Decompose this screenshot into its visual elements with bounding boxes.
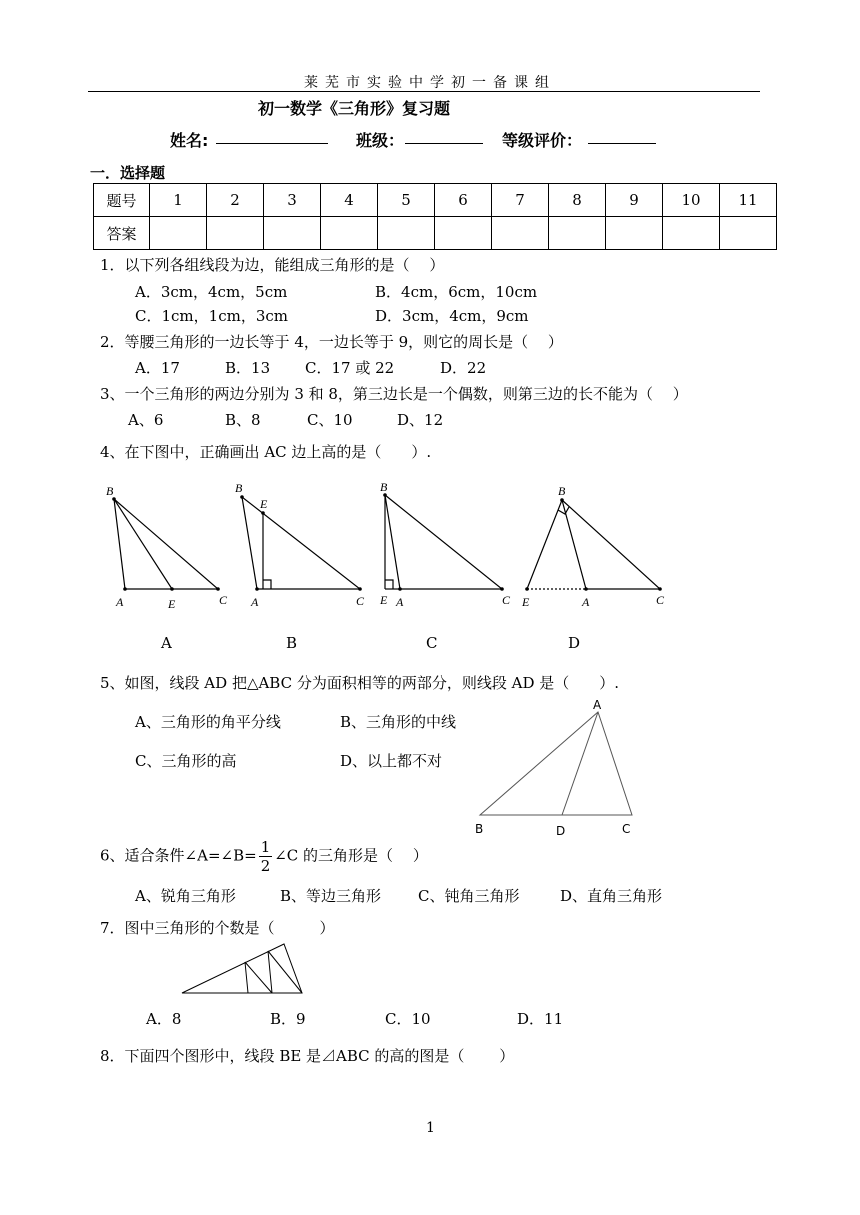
- row-label: 答案: [94, 217, 150, 250]
- q1-stem: 1．以下列各组线段为边，能组成三角形的是（ ）: [100, 256, 445, 274]
- question-number: 9: [606, 184, 663, 217]
- q6-option-d: D、直角三角形: [560, 887, 663, 905]
- q7-stem: 7．图中三角形的个数是（ ）: [100, 919, 335, 937]
- q3-option-a: A、6: [128, 411, 164, 429]
- q1-option-a: A．3cm，4cm，5cm: [135, 283, 288, 301]
- point-label: B: [475, 822, 484, 836]
- question-number: 10: [663, 184, 720, 217]
- page-title: 初一数学《三角形》复习题: [258, 99, 451, 118]
- point-label: E: [260, 497, 268, 511]
- q7-segment: [245, 962, 248, 993]
- page-number: 1: [426, 1120, 435, 1136]
- point-label: E: [522, 595, 530, 609]
- q7-option-a: A．8: [146, 1010, 182, 1028]
- point-label: A: [251, 595, 259, 609]
- q7-segment: [268, 951, 272, 993]
- q4-fig-caption-d: D: [568, 634, 581, 652]
- point-label: B: [380, 480, 388, 494]
- point-label: B: [235, 481, 243, 495]
- question-number: 3: [264, 184, 321, 217]
- point-label: C: [356, 594, 365, 608]
- q7-segment: [245, 962, 272, 993]
- q2-option-b: B．13: [225, 359, 271, 377]
- q4-stem: 4、在下图中，正确画出 AC 边上高的是（ ）.: [100, 443, 432, 461]
- row-label: 题号: [94, 184, 150, 217]
- point-label: A: [593, 698, 602, 712]
- q6-stem-post: ∠C 的三角形是（ ）: [274, 846, 428, 865]
- question-number: 11: [720, 184, 777, 217]
- grade-label: 等级评价：: [502, 131, 583, 150]
- q1-option-d: D．3cm，4cm，9cm: [375, 307, 529, 325]
- point-label: A: [582, 595, 590, 609]
- class-label: 班级：: [356, 131, 405, 150]
- question-number: 6: [435, 184, 492, 217]
- point-label: C: [656, 593, 665, 607]
- point-label: B: [106, 484, 114, 498]
- q5-option-d: D、以上都不对: [340, 752, 443, 770]
- q7-option-d: D．11: [517, 1010, 564, 1028]
- q3-option-d: D、12: [397, 411, 444, 429]
- q5-option-a: A、三角形的角平分线: [135, 713, 281, 731]
- q7-option-c: C．10: [385, 1010, 431, 1028]
- q6-option-b: B、等边三角形: [280, 887, 382, 905]
- q4-fig-caption-b: B: [286, 634, 298, 652]
- question-number: 8: [549, 184, 606, 217]
- point-label: C: [502, 593, 511, 607]
- q6-option-c: C、钝角三角形: [418, 887, 520, 905]
- q2-option-c: C．17 或 22: [305, 359, 395, 377]
- point-label: A: [116, 595, 124, 609]
- q2-option-a: A．17: [135, 359, 180, 377]
- q3-stem: 3、一个三角形的两边分别为 3 和 8，第三边长是一个偶数，则第三边的长不能为（ ）: [100, 385, 688, 403]
- q3-option-b: B、8: [225, 411, 261, 429]
- q1-option-b: B．4cm，6cm，10cm: [375, 283, 538, 301]
- q2-option-d: D．22: [440, 359, 487, 377]
- point-label: C: [622, 822, 631, 836]
- point-label: C: [219, 593, 228, 607]
- q3-option-c: C、10: [307, 411, 353, 429]
- q7-segment: [268, 951, 302, 993]
- q2-stem: 2．等腰三角形的一边长等于 4，一边长等于 9，则它的周长是（ ）: [100, 333, 563, 351]
- page-header: 莱芜市实验中学初一备课组: [304, 75, 556, 91]
- question-number: 5: [378, 184, 435, 217]
- q7-option-b: B．9: [270, 1010, 306, 1028]
- point-label: A: [396, 595, 404, 609]
- question-number: 1: [150, 184, 207, 217]
- section-title: 一．选择题: [90, 164, 166, 182]
- question-number: 4: [321, 184, 378, 217]
- q7-outer-triangle: [182, 944, 302, 993]
- question-number: 2: [207, 184, 264, 217]
- fraction-numerator: 1: [260, 838, 271, 856]
- fraction-denominator: 2: [260, 857, 271, 875]
- q6-option-a: A、锐角三角形: [135, 887, 236, 905]
- q4-fig-caption-a: A: [161, 634, 172, 652]
- question-number: 7: [492, 184, 549, 217]
- q5-stem: 5、如图，线段 AD 把△ABC 分为面积相等的两部分，则线段 AD 是（ ）.: [100, 674, 620, 692]
- q8-stem: 8．下面四个图形中，线段 BE 是⊿ABC 的高的图是（ ）: [100, 1047, 515, 1065]
- q4-fig-caption-c: C: [426, 634, 438, 652]
- q1-option-c: C．1cm，1cm，3cm: [135, 307, 288, 325]
- q5-option-b: B、三角形的中线: [340, 713, 457, 731]
- q6-stem-pre: 6、适合条件∠A=∠B=: [100, 846, 257, 865]
- point-label: E: [168, 597, 176, 611]
- name-label: 姓名:: [170, 131, 209, 150]
- point-label: E: [380, 593, 388, 607]
- q5-option-c: C、三角形的高: [135, 752, 237, 770]
- point-label: D: [556, 824, 566, 838]
- point-label: B: [558, 484, 566, 498]
